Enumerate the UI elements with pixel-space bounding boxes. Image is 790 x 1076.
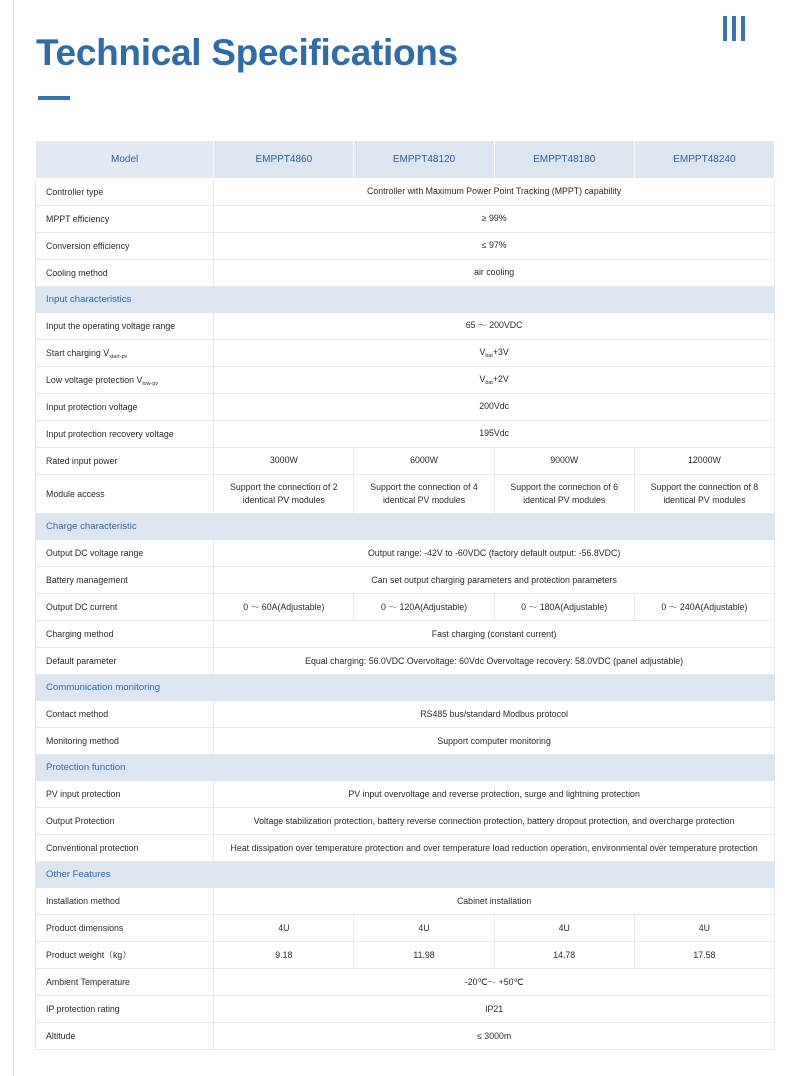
- row-label-mppt-efficiency: MPPT efficiency: [36, 206, 214, 233]
- page-header: [25, 0, 765, 140]
- cell-rated-input-power-col4: 12000W: [634, 448, 774, 475]
- cell-product-weight-kg-col1: 9.18: [214, 942, 354, 969]
- row-label-conversion-efficiency: Conversion efficiency: [36, 233, 214, 260]
- cell-product-dimensions-col1: 4U: [214, 915, 354, 942]
- table-body: [36, 179, 775, 1050]
- cell-output-dc-current-col1: 0 ～ 60A(Adjustable): [214, 594, 354, 621]
- cell-conversion-efficiency-merged: ≤ 97%: [214, 233, 775, 260]
- cell-module-access-col2: Support the connection of 4 identical PV modules: [354, 475, 494, 514]
- cell-rated-input-power-col1: 3000W: [214, 448, 354, 475]
- cell-input-the-operating-voltage-range-merged: 65 ～ 200VDC: [214, 313, 775, 340]
- row-label-installation-method: Installation method: [36, 888, 214, 915]
- column-header-emppt4860: EMPPT4860: [214, 141, 354, 179]
- section-label-other-features: Other Features: [36, 862, 775, 888]
- table-row: [36, 367, 775, 394]
- table-row: [36, 728, 775, 755]
- cell-monitoring-method-merged: Support computer monitoring: [214, 728, 775, 755]
- page-title: Technical Specifications: [36, 32, 458, 73]
- cell-module-access-col3: Support the connection of 6 identical PV modules: [494, 475, 634, 514]
- table-row: [36, 888, 775, 915]
- table-row: [36, 313, 775, 340]
- cell-charging-method-merged: Fast charging (constant current): [214, 621, 775, 648]
- table-header-row: [36, 141, 775, 179]
- section-header-row: [36, 675, 775, 701]
- row-label-ambient-temperature: Ambient Temperature: [36, 969, 214, 996]
- row-label-input-protection-recovery-voltage: Input protection recovery voltage: [36, 421, 214, 448]
- section-label-charge-characteristic: Charge characteristic: [36, 514, 775, 540]
- cell-default-parameter-merged: Equal charging: 56.0VDC Overvoltage: 60Vdc Overvoltage recovery: 58.0VDC (panel adjustable): [214, 648, 775, 675]
- column-header-model: Model: [36, 141, 214, 179]
- table-row: [36, 206, 775, 233]
- row-label-pv-input-protection: PV input protection: [36, 781, 214, 808]
- row-label-altitude: Altitude: [36, 1023, 214, 1050]
- cell-conventional-protection-merged: Heat dissipation over temperature protection and over temperature load reduction operation, environmental over temperature protection: [214, 835, 775, 862]
- table-row: [36, 475, 775, 514]
- table-row: [36, 835, 775, 862]
- section-header-row: [36, 862, 775, 888]
- cell-product-dimensions-col3: 4U: [494, 915, 634, 942]
- section-label-input-characteristics: Input characteristics: [36, 287, 775, 313]
- table-row: [36, 996, 775, 1023]
- row-label-contact-method: Contact method: [36, 701, 214, 728]
- row-label-output-dc-current: Output DC current: [36, 594, 214, 621]
- table-row: [36, 621, 775, 648]
- row-label-conventional-protection: Conventional protection: [36, 835, 214, 862]
- row-label-output-dc-voltage-range: Output DC voltage range: [36, 540, 214, 567]
- table-row: [36, 421, 775, 448]
- table-row: [36, 233, 775, 260]
- section-label-protection-function: Protection function: [36, 755, 775, 781]
- row-label-cooling-method: Cooling method: [36, 260, 214, 287]
- cell-module-access-col4: Support the connection of 8 identical PV modules: [634, 475, 774, 514]
- cell-input-protection-voltage-merged: 200Vdc: [214, 394, 775, 421]
- cell-ip-protection-rating-merged: IP21: [214, 996, 775, 1023]
- cell-output-dc-current-col3: 0 ～ 180A(Adjustable): [494, 594, 634, 621]
- table-row: [36, 915, 775, 942]
- table-row: [36, 1023, 775, 1050]
- row-label-low-voltage-protection-vlow-pv: Low voltage protection $V_{low-pv}$: [36, 367, 214, 394]
- row-label-input-protection-voltage: Input protection voltage: [36, 394, 214, 421]
- row-label-ip-protection-rating: IP protection rating: [36, 996, 214, 1023]
- section-label-communication-monitoring: Communication monitoring: [36, 675, 775, 701]
- table-row: [36, 394, 775, 421]
- row-label-output-protection: Output Protection: [36, 808, 214, 835]
- row-label-start-charging-vstart-pv: Start charging $V_{start-pv}$: [36, 340, 214, 367]
- row-label-rated-input-power: Rated input power: [36, 448, 214, 475]
- cell-cooling-method-merged: air cooling: [214, 260, 775, 287]
- cell-output-dc-voltage-range-merged: Output range: -42V to -60VDC (factory default output: -56.8VDC): [214, 540, 775, 567]
- table-row: [36, 808, 775, 835]
- cell-ambient-temperature-merged: -20℃～ +50℃: [214, 969, 775, 996]
- cell-rated-input-power-col2: 6000W: [354, 448, 494, 475]
- column-header-emppt48120: EMPPT48120: [354, 141, 494, 179]
- table-header: [36, 141, 775, 179]
- table-row: [36, 567, 775, 594]
- table-row: [36, 594, 775, 621]
- row-label-input-the-operating-voltage-range: Input the operating voltage range: [36, 313, 214, 340]
- cell-start-charging-vstart-pv-merged: $V_{bat}+3V$: [214, 340, 775, 367]
- table-row: [36, 448, 775, 475]
- table-row: [36, 781, 775, 808]
- cell-altitude-merged: ≤ 3000m: [214, 1023, 775, 1050]
- table-row: [36, 340, 775, 367]
- cell-input-protection-recovery-voltage-merged: 195Vdc: [214, 421, 775, 448]
- cell-product-weight-kg-col2: 11.98: [354, 942, 494, 969]
- cell-product-weight-kg-col4: 17.58: [634, 942, 774, 969]
- table-row: [36, 969, 775, 996]
- row-label-module-access: Module access: [36, 475, 214, 514]
- cell-rated-input-power-col3: 9000W: [494, 448, 634, 475]
- table-row: [36, 942, 775, 969]
- cell-product-dimensions-col4: 4U: [634, 915, 774, 942]
- cell-pv-input-protection-merged: PV input overvoltage and reverse protection, surge and lightning protection: [214, 781, 775, 808]
- column-header-emppt48180: EMPPT48180: [494, 141, 634, 179]
- row-label-charging-method: Charging method: [36, 621, 214, 648]
- cell-module-access-col1: Support the connection of 2 identical PV modules: [214, 475, 354, 514]
- row-label-default-parameter: Default parameter: [36, 648, 214, 675]
- section-header-row: [36, 514, 775, 540]
- cell-controller-type-merged: Controller with Maximum Power Point Tracking (MPPT) capability: [214, 179, 775, 206]
- column-header-emppt48240: EMPPT48240: [634, 141, 774, 179]
- table-row: [36, 540, 775, 567]
- cell-mppt-efficiency-merged: ≥ 99%: [214, 206, 775, 233]
- table-row: [36, 701, 775, 728]
- row-label-controller-type: Controller type: [36, 179, 214, 206]
- cell-output-dc-current-col4: 0 ～ 240A(Adjustable): [634, 594, 774, 621]
- row-label-battery-management: Battery management: [36, 567, 214, 594]
- row-label-product-dimensions: Product dimensions: [36, 915, 214, 942]
- title-underline-accent: [38, 96, 70, 100]
- three-vertical-bars-icon: [723, 16, 745, 41]
- specifications-table: [35, 140, 775, 1050]
- row-label-monitoring-method: Monitoring method: [36, 728, 214, 755]
- cell-product-weight-kg-col3: 14.78: [494, 942, 634, 969]
- section-header-row: [36, 287, 775, 313]
- table-row: [36, 179, 775, 206]
- row-label-product-weight-kg: Product weight（kg）: [36, 942, 214, 969]
- table-row: [36, 648, 775, 675]
- cell-contact-method-merged: RS485 bus/standard Modbus protocol: [214, 701, 775, 728]
- cell-output-protection-merged: Voltage stabilization protection, battery reverse connection protection, battery dropout protection, and overcharge protection: [214, 808, 775, 835]
- section-header-row: [36, 755, 775, 781]
- cell-low-voltage-protection-vlow-pv-merged: $V_{bat}+2V$: [214, 367, 775, 394]
- cell-installation-method-merged: Cabinet installation: [214, 888, 775, 915]
- table-row: [36, 260, 775, 287]
- cell-output-dc-current-col2: 0 ～ 120A(Adjustable): [354, 594, 494, 621]
- cell-product-dimensions-col2: 4U: [354, 915, 494, 942]
- cell-battery-management-merged: Can set output charging parameters and protection parameters: [214, 567, 775, 594]
